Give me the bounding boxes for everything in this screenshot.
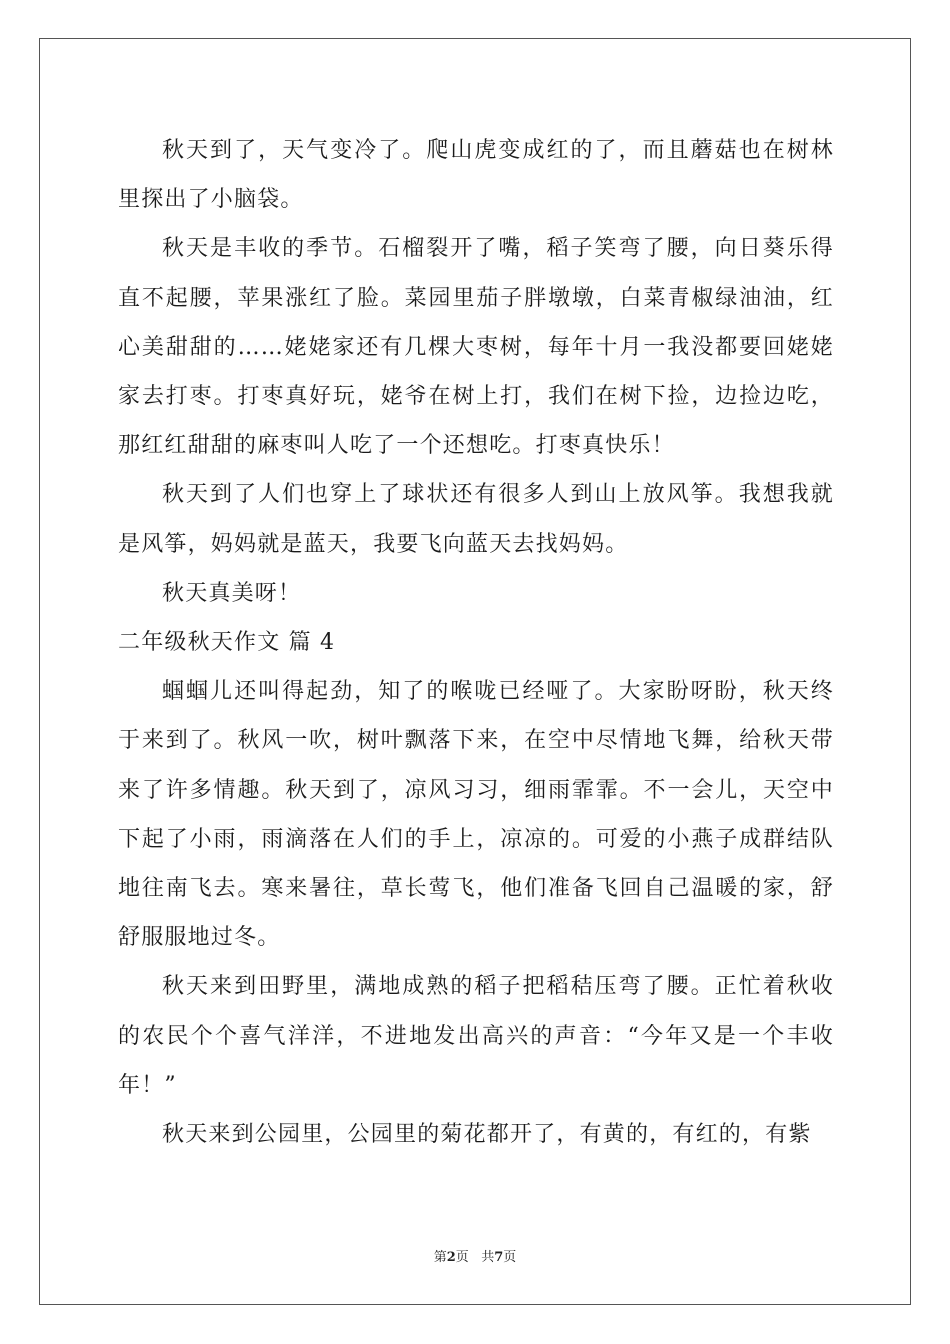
paragraph: 秋天是丰收的季节。石榴裂开了嘴，稻子笑弯了腰，向日葵乐得直不起腰，苹果涨红了脸。菜园里茄子胖墩墩，白菜青椒绿油油，红心美甜甜的……姥姥家还有几棵大枣树，每年十月一我没都要回姥姥家去打枣。打枣真好玩，姥爷在树上打，我们在树下捡，边捡边吃，那红红甜甜的麻枣叫人吃了一个还想吃。打枣真快乐！	[118, 236, 834, 459]
footer-total-prefix: 共	[481, 1250, 495, 1265]
paragraph: 秋天到了人们也穿上了球状还有很多人到山上放风筝。我想我就是风筝，妈妈就是蓝天，我要飞向蓝天去找妈妈。	[118, 482, 834, 557]
document-body	[118, 126, 834, 1159]
page-footer	[0, 1246, 950, 1265]
footer-page-unit: 页	[455, 1250, 469, 1265]
footer-page-current: 2	[446, 1250, 456, 1265]
paragraph: 秋天来到田野里，满地成熟的稻子把稻秸压弯了腰。正忙着秋收的农民个个喜气洋洋，不进地发出高兴的声音：“今年又是一个丰收年！”	[118, 974, 834, 1098]
paragraph: 秋天到了，天气变冷了。爬山虎变成红的了，而且蘑菇也在树林里探出了小脑袋。	[118, 138, 834, 213]
paragraph: 蝈蝈儿还叫得起劲，知了的喉咙已经哑了。大家盼呀盼，秋天终于来到了。秋风一吹，树叶飘落下来，在空中尽情地飞舞，给秋天带来了许多情趣。秋天到了，凉风习习，细雨霏霏。不一会儿，天空中下起了小雨，雨滴落在人们的手上，凉凉的。可爱的小燕子成群结队地往南飞去。寒来暑往，草长莺飞，他们准备飞回自己温暖的家，舒舒服服地过冬。	[118, 679, 834, 951]
paragraph: 秋天来到公园里，公园里的菊花都开了，有黄的，有红的，有紫	[162, 1122, 812, 1148]
paragraph: 秋天真美呀！	[162, 580, 302, 606]
footer-page-prefix: 第	[433, 1250, 447, 1265]
section-heading: 二年级秋天作文 篇 4	[118, 630, 336, 656]
footer-total-unit: 页	[503, 1250, 517, 1265]
footer-page-total: 7	[494, 1250, 504, 1265]
